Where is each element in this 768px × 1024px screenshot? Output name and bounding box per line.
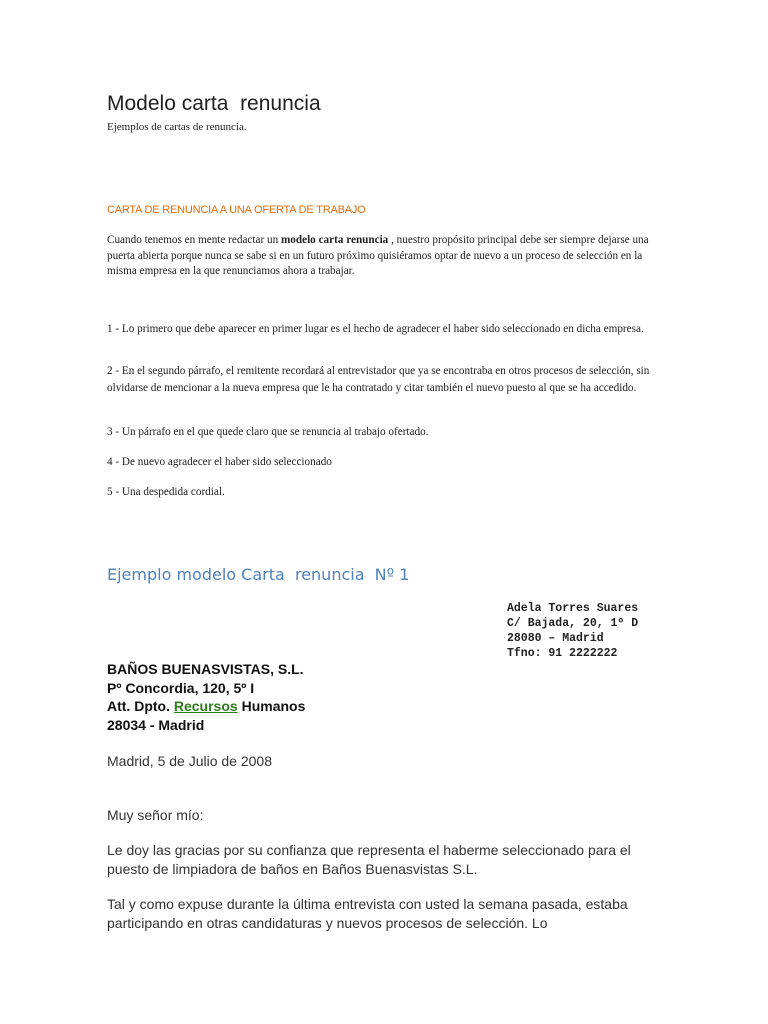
attention-prefix: Att. Dpto. <box>107 698 174 714</box>
sender-address-block <box>507 601 638 661</box>
page-subtitle: Ejemplos de cartas de renuncia. <box>107 121 247 133</box>
step-item-5: 5 - Una despedida cordial. <box>107 486 225 498</box>
recipient-city: 28034 - Madrid <box>107 716 205 733</box>
sender-street: C/ Bajada, 20, 1º D <box>507 617 639 630</box>
recipient-address: Pº Concordia, 120, 5º I <box>107 679 255 696</box>
intro-text-after: , nuestro propósito principal debe ser siempre dejarse una puerta abierta porque nunca se sabe si en un futuro próximo quisiéramos optar de nuevo a un proceso de selección en la misma empresa en la que renunciamos ahora a trabajar. <box>107 234 649 277</box>
letter-date: Madrid, 5 de Julio de 2008 <box>107 753 272 769</box>
intro-paragraph <box>107 233 667 280</box>
attention-suffix: Humanos <box>237 698 306 714</box>
recipient-attention <box>107 697 305 716</box>
letter-salutation: Muy señor mío: <box>107 807 204 823</box>
letter-paragraph-2: Tal y como expuse durante la última entrevista con usted la semana pasada, estaba participando en otras candidaturas y nuevos procesos de selección. Lo <box>107 896 628 931</box>
sender-city: 28080 – Madrid <box>507 632 604 645</box>
step-item-1: 1 - Lo primero que debe aparecer en primer lugar es el hecho de agradecer el haber sido seleccionado en dicha empresa. <box>107 323 644 335</box>
section-heading: CARTA DE RENUNCIA A UNA OFERTA DE TRABAJO <box>107 204 366 216</box>
page-title: Modelo carta renuncia <box>107 92 321 115</box>
step-item-4: 4 - De nuevo agradecer el haber sido seleccionado <box>107 456 332 468</box>
example-heading: Ejemplo modelo Carta renuncia Nº 1 <box>107 565 410 584</box>
intro-text-before: Cuando tenemos en mente redactar un <box>107 234 281 246</box>
letter-paragraph-1: Le doy las gracias por su confianza que representa el haberme seleccionado para el puesto de limpiadora de baños en Baños Buenasvistas S.L. <box>107 842 631 877</box>
recursos-link[interactable]: Recursos <box>173 698 238 714</box>
sender-name: Adela Torres Suares <box>507 602 639 615</box>
recipient-company: BAÑOS BUENASVISTAS, S.L. <box>107 661 304 677</box>
step-item-3: 3 - Un párrafo en el que quede claro que se renuncia al trabajo ofertado. <box>107 426 429 438</box>
step-item-2: 2 - En el segundo párrafo, el remitente recordará al entrevistador que ya se encontraba en otros procesos de selección, sin olvidarse de mencionar a la nueva empresa que le ha contratado y citar también el nuevo puesto al que se ha accedido. <box>107 365 650 394</box>
sender-phone: Tfno: 91 2222222 <box>507 647 618 660</box>
recipient-address-block <box>107 660 305 734</box>
intro-bold-term: modelo carta renuncia <box>280 234 389 246</box>
